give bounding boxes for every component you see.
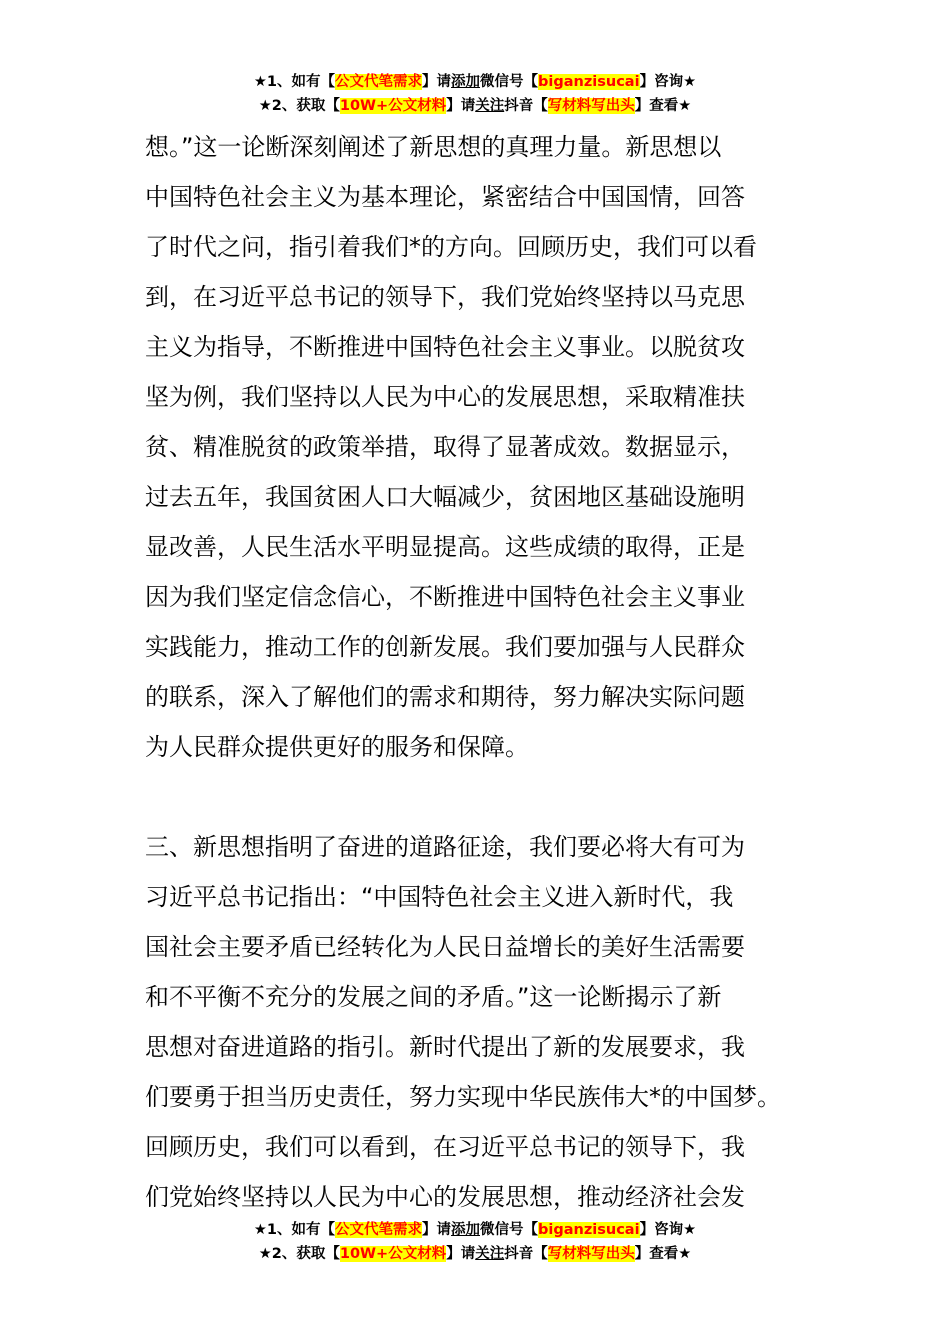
promo-text: 】请 xyxy=(422,1222,452,1238)
promo-highlight-douyin-id: 写材料写出头 xyxy=(547,1246,635,1262)
promo-text: 】请 xyxy=(422,74,452,90)
promo-highlight-wechat-id: biganzisucai xyxy=(538,74,640,90)
promo-text: 】查看★ xyxy=(634,98,692,114)
promo-text: 抖音【 xyxy=(504,1246,548,1262)
promo-line-1 xyxy=(0,70,950,94)
promo-text: 】查看★ xyxy=(634,1246,692,1262)
promo-highlight: 10W+公文材料 xyxy=(339,98,447,114)
promo-text: 抖音【 xyxy=(504,98,548,114)
promo-line-1 xyxy=(0,1218,950,1242)
promo-text: 】请 xyxy=(446,98,476,114)
document-body xyxy=(145,122,835,1222)
promo-underlined: 关注 xyxy=(475,1246,505,1262)
promo-text: ★1、如有【 xyxy=(253,1222,336,1238)
promo-text: 微信号【 xyxy=(480,74,539,90)
paragraph-spacer xyxy=(145,772,835,822)
promo-highlight: 10W+公文材料 xyxy=(339,1246,447,1262)
footer-promo-banner xyxy=(0,1218,950,1266)
promo-text: ★2、获取【 xyxy=(258,98,340,114)
promo-line-2 xyxy=(0,94,950,118)
promo-underlined: 关注 xyxy=(475,98,505,114)
promo-underlined: 添加 xyxy=(451,1222,481,1238)
promo-underlined: 添加 xyxy=(451,74,481,90)
promo-highlight: 公文代笔需求 xyxy=(335,74,423,90)
promo-line-2 xyxy=(0,1242,950,1266)
header-promo-banner xyxy=(0,70,950,118)
promo-text: 】咨询★ xyxy=(639,1222,697,1238)
promo-text: 】请 xyxy=(446,1246,476,1262)
body-paragraph-2: 三、新思想指明了奋进的道路征途，我们要必将大有可为 习近平总书记指出：“中国特色社会主义进入新时代，我 国社会主要矛盾已经转化为人民日益增长的美好生活需要 和不平衡不充分的发展之间的矛盾。”这一论断揭示了新 思想对奋进道路的指引。新时代提出了新的发展要求，我 们要勇于担当历史责任，努力实现中华民族伟大*的中国梦。 回顾历史，我们可以看到，在习近平总书记的领导下，我 们党始终坚持以人民为中心的发展思想，推动经济社会发 xyxy=(145,833,781,1211)
body-paragraph-1: 想。”这一论断深刻阐述了新思想的真理力量。新思想以 中国特色社会主义为基本理论，紧密结合中国国情，回答 了时代之问，指引着我们*的方向。回顾历史，我们可以看 到，在习近平总书记的领导下，我们党始终坚持以马克思 主义为指导，不断推进中国特色社会主义事业。以脱贫攻 坚为例，我们坚持以人民为中心的发展思想，采取精准扶 贫、精准脱贫的政策举措，取得了显著成效。数据显示， 过去五年，我国贫困人口大幅减少，贫困地区基础设施明 显改善，人民生活水平明显提高。这些成绩的取得，正是 因为我们坚定信念信心，不断推进中国特色社会主义事业 实践能力，推动工作的创新发展。我们要加强与人民群众 的联系，深入了解他们的需求和期待，努力解决实际问题 为人民群众提供更好的服务和保障。 xyxy=(145,133,757,761)
promo-highlight-douyin-id: 写材料写出头 xyxy=(547,98,635,114)
promo-text: 微信号【 xyxy=(480,1222,539,1238)
promo-text: 】咨询★ xyxy=(639,74,697,90)
promo-text: ★1、如有【 xyxy=(253,74,336,90)
promo-highlight-wechat-id: biganzisucai xyxy=(538,1222,640,1238)
promo-text: ★2、获取【 xyxy=(258,1246,340,1262)
promo-highlight: 公文代笔需求 xyxy=(335,1222,423,1238)
